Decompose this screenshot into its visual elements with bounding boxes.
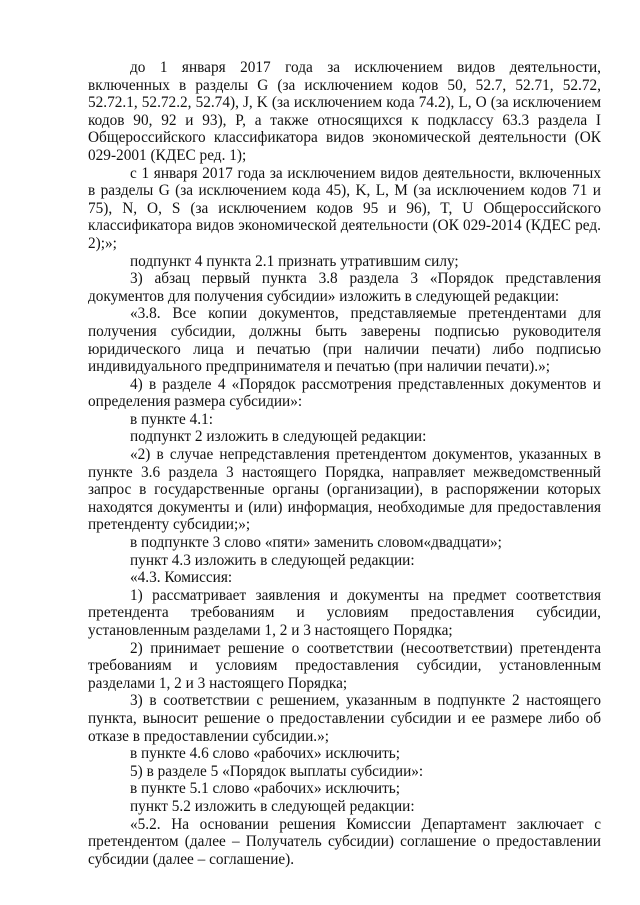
paragraph: в пункте 5.1 слово «рабочих» исключить; (130, 780, 401, 798)
paragraph: до 1 января 2017 года за исключением видов деятельности, включенных в разделы G (за исключением кодов 50, 52.7, 52.71, 52.72, 52.72.1, 52.72.2, 52.74), J, K (за исключением кода 74.2), L, O (за исключением кодов 90, 92 и 93), P, а также относящихся к подклассу 63.3 раздела I Общероссийского классификатора видов экономической деятельности (ОК 029-2001 (КДЕС ред. 1); (88, 59, 601, 164)
paragraph: 5) в разделе 5 «Порядок выплаты субсидии»: (130, 762, 424, 780)
paragraph: в пункте 4.6 слово «рабочих» исключить; (130, 745, 401, 763)
paragraph: подпункт 2 изложить в следующей редакции: (130, 428, 427, 446)
paragraph: подпункт 4 пункта 2.1 признать утратившим силу; (130, 252, 459, 270)
paragraph: «5.2. На основании решения Комиссии Департамент заключает с претендентом (далее – Получатель субсидии) соглашение о предоставлении субсидии (далее – соглашение). (88, 815, 601, 868)
paragraph: 1) рассматривает заявления и документы на предмет соответствия претендента требованиям и условиям предоставления субсидии, установленным разделами 1, 2 и 3 настоящего Порядка; (88, 586, 601, 639)
paragraph: в подпункте 3 слово «пяти» заменить словом«двадцати»; (130, 534, 502, 552)
paragraph: 3) абзац первый пункта 3.8 раздела 3 «Порядок представления документов для получения субсидии» изложить в следующей редакции: (88, 270, 601, 305)
paragraph: «2) в случае непредставления претендентом документов, указанных в пункте 3.6 раздела 3 настоящего Порядка, направляет межведомственный запрос в государственные органы (организации), в распоряжении которых находятся документы и (или) информация, необходимые для предоставления претенденту субсидии;»; (88, 446, 601, 534)
paragraph: 3) в соответствии с решением, указанным в подпункте 2 настоящего пункта, выносит решение о предоставлении субсидии и ее размере либо об отказе в предоставлении субсидии.»; (88, 692, 601, 745)
paragraph: «4.3. Комиссия: (130, 569, 233, 587)
document-page (88, 59, 601, 868)
paragraph: «3.8. Все копии документов, представляемые претендентами для получения субсидии, должны быть заверены подписью руководителя юридического лица и печатью (при наличии печати) либо подписью индивидуального предпринимателя и печатью (при наличии печати).»; (88, 305, 601, 376)
paragraph: в пункте 4.1: (130, 410, 213, 428)
paragraph: пункт 5.2 изложить в следующей редакции: (130, 797, 415, 815)
paragraph: 4) в разделе 4 «Порядок рассмотрения представленных документов и определения размера субсидии»: (88, 375, 601, 411)
paragraph: с 1 января 2017 года за исключением видов деятельности, включенных в разделы G (за исключением кода 45), K, L, M (за исключением кодов 71 и 75), N, O, S (за исключением кодов 95 и 96), T, U Общероссийского классификатора видов экономической деятельности (ОК 029-2014 (КДЕС ред. 2);»; (88, 164, 601, 252)
paragraph: пункт 4.3 изложить в следующей редакции: (130, 551, 415, 569)
paragraph: 2) принимает решение о соответствии (несоответствии) претендента требованиям и условиям предоставления субсидии, установленным разделами 1, 2 и 3 настоящего Порядка; (88, 639, 601, 692)
